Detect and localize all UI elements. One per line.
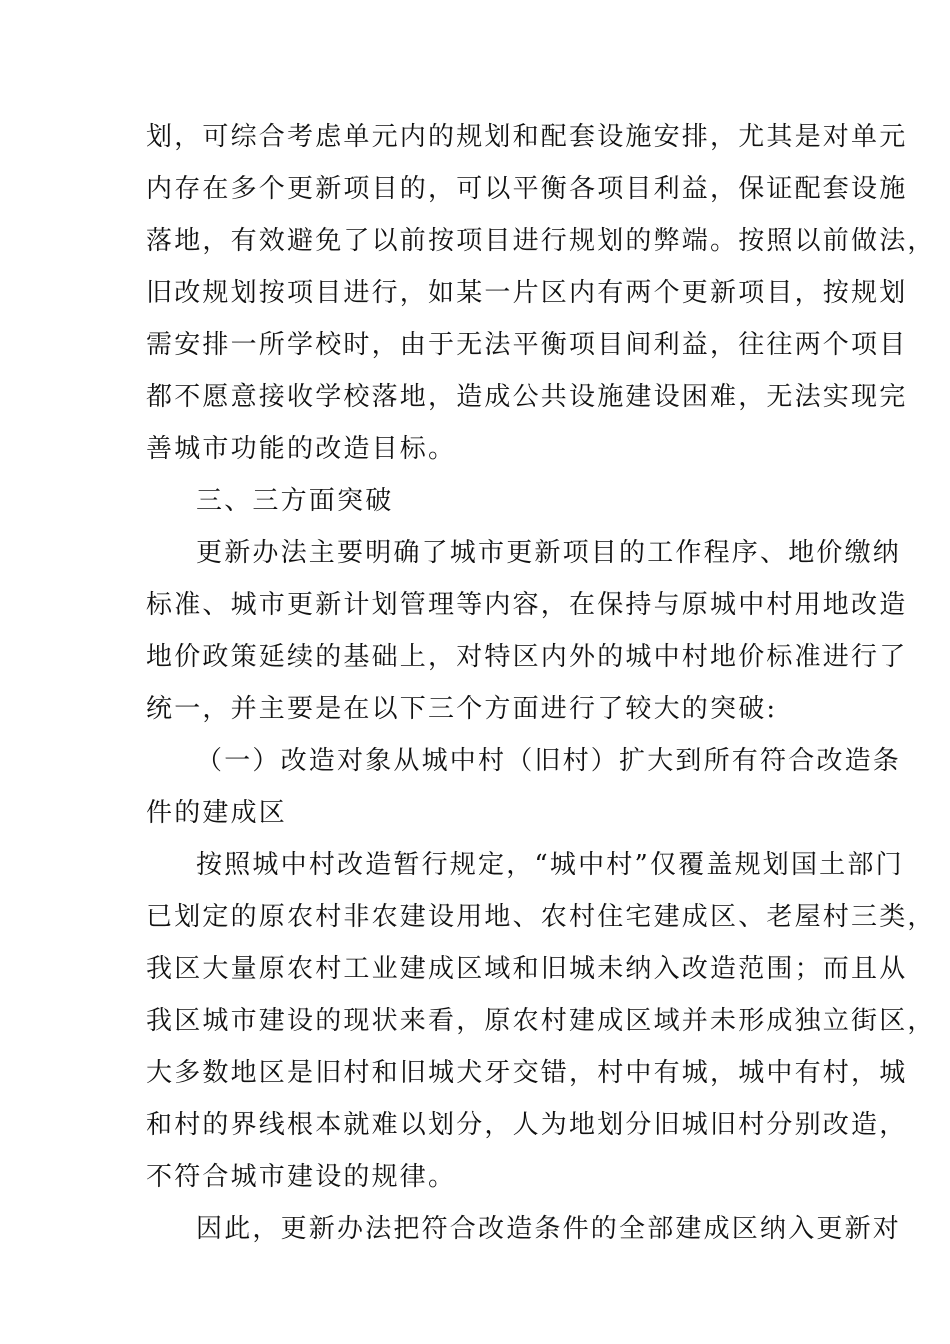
- body-text-line: 已划定的原农村非农建设用地、农村住宅建成区、老屋村三类，: [146, 902, 936, 932]
- body-text-line: 不符合城市建设的规律。: [146, 1162, 457, 1192]
- body-text-line: 划，可综合考虑单元内的规划和配套设施安排，尤其是对单元: [146, 122, 908, 152]
- subsection-heading-continuation: 件的建成区: [146, 798, 288, 828]
- body-text-line: 地价政策延续的基础上，对特区内外的城中村地价标准进行了: [146, 642, 908, 672]
- subsection-heading: （一）改造对象从城中村（旧村）扩大到所有符合改造条: [196, 746, 902, 776]
- paragraph-start-line: 因此，更新办法把符合改造条件的全部建成区纳入更新对: [196, 1214, 902, 1244]
- body-text-line: 我区城市建设的现状来看，原农村建成区域并未形成独立街区，: [146, 1006, 936, 1036]
- body-text-line: 旧改规划按项目进行，如某一片区内有两个更新项目，按规划: [146, 278, 908, 308]
- body-text-line: 标准、城市更新计划管理等内容，在保持与原城中村用地改造: [146, 590, 908, 620]
- section-heading: 三、三方面突破: [196, 486, 394, 516]
- body-text-line: 大多数地区是旧村和旧城犬牙交错，村中有城，城中有村，城: [146, 1058, 908, 1088]
- body-text-line: 善城市功能的改造目标。: [146, 434, 457, 464]
- body-text-line: 我区大量原农村工业建成区域和旧城未纳入改造范围；而且从: [146, 954, 908, 984]
- body-text-line: 落地，有效避免了以前按项目进行规划的弊端。按照以前做法，: [146, 226, 936, 256]
- paragraph-start-line: 按照城中村改造暂行规定，“城中村”仅覆盖规划国土部门: [196, 850, 904, 880]
- body-text-line: 都不愿意接收学校落地，造成公共设施建设困难，无法实现完: [146, 382, 908, 412]
- body-text-line: 需安排一所学校时，由于无法平衡项目间利益，往往两个项目: [146, 330, 908, 360]
- body-text-line: 内存在多个更新项目的，可以平衡各项目利益，保证配套设施: [146, 174, 908, 204]
- paragraph-start-line: 更新办法主要明确了城市更新项目的工作程序、地价缴纳: [196, 538, 902, 568]
- body-text-line: 统一，并主要是在以下三个方面进行了较大的突破:: [146, 694, 778, 724]
- body-text-line: 和村的界线根本就难以划分，人为地划分旧城旧村分别改造，: [146, 1110, 908, 1140]
